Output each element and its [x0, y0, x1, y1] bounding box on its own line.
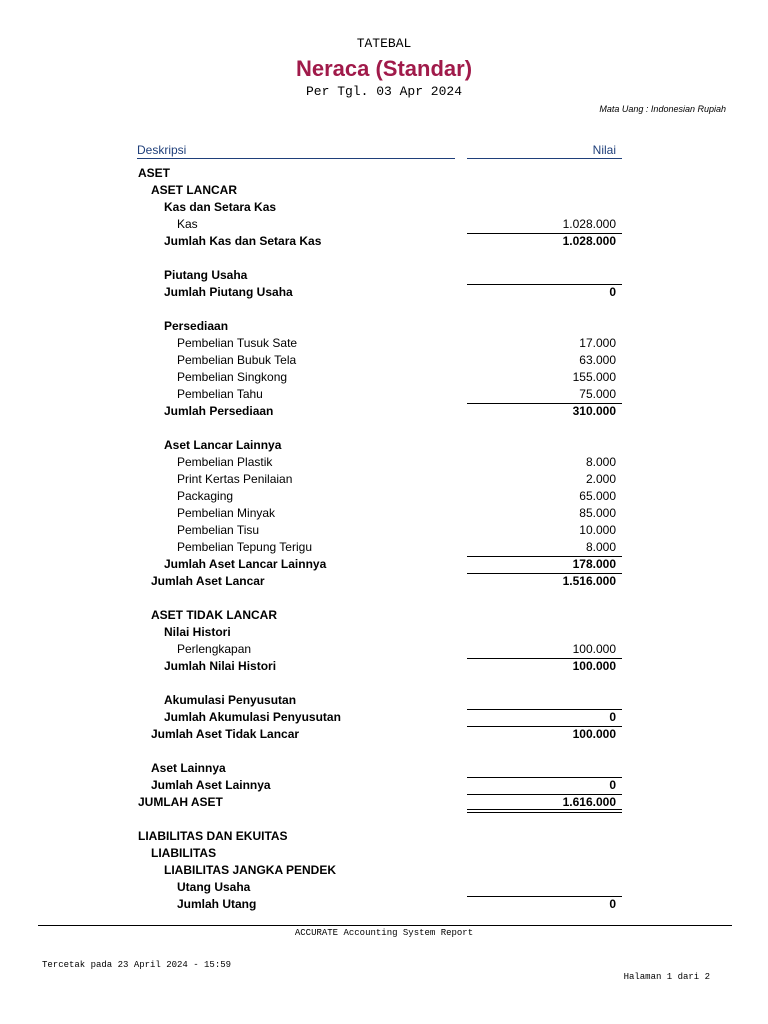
row-label: Pembelian Bubuk Tela — [177, 353, 297, 367]
report-row — [0, 386, 768, 403]
row-label: Jumlah Aset Lainnya — [151, 778, 271, 792]
row-value: 65.000 — [579, 489, 616, 503]
row-value: 10.000 — [579, 523, 616, 537]
row-value: 178.000 — [572, 557, 616, 571]
row-value: 1.516.000 — [562, 574, 616, 588]
row-value: 155.000 — [572, 370, 616, 384]
row-value: 17.000 — [579, 336, 616, 350]
column-header-value-label: Nilai — [592, 143, 616, 157]
report-spacer — [0, 743, 768, 760]
row-label: Pembelian Tahu — [177, 387, 263, 401]
report-row — [0, 352, 768, 369]
report-row — [0, 777, 768, 794]
report-row — [0, 182, 768, 199]
row-label: ASET — [138, 166, 171, 180]
column-header-value — [467, 143, 622, 159]
row-label: Jumlah Utang — [177, 897, 257, 911]
row-label: Jumlah Akumulasi Penyusutan — [164, 710, 341, 724]
report-row — [0, 794, 768, 811]
row-value: 1.028.000 — [562, 217, 616, 231]
row-label: Pembelian Singkong — [177, 370, 288, 384]
report-row — [0, 267, 768, 284]
row-label: Packaging — [177, 489, 234, 503]
report-row — [0, 896, 768, 913]
row-value: 8.000 — [585, 540, 616, 554]
row-value: 1.616.000 — [562, 795, 616, 809]
currency-label: Mata Uang : Indonesian Rupiah — [599, 104, 726, 114]
report-date: Per Tgl. 03 Apr 2024 — [305, 84, 463, 99]
row-value: 0 — [609, 778, 616, 792]
column-header-description: Deskripsi — [137, 143, 455, 159]
report-row — [0, 165, 768, 182]
row-label: Jumlah Persediaan — [164, 404, 274, 418]
row-label: ASET LANCAR — [151, 183, 237, 197]
report-row — [0, 709, 768, 726]
balance-sheet-rows — [0, 165, 768, 913]
report-row — [0, 369, 768, 386]
row-value: 100.000 — [572, 642, 616, 656]
row-label: JUMLAH ASET — [138, 795, 223, 809]
report-spacer — [0, 590, 768, 607]
row-value: 8.000 — [585, 455, 616, 469]
row-label: Print Kertas Penilaian — [177, 472, 293, 486]
row-label: Pembelian Plastik — [177, 455, 273, 469]
report-row — [0, 522, 768, 539]
row-label: Jumlah Aset Lancar Lainnya — [164, 557, 327, 571]
row-value: 0 — [609, 710, 616, 724]
row-value: 100.000 — [572, 727, 616, 741]
report-row — [0, 233, 768, 250]
report-row — [0, 488, 768, 505]
report-row — [0, 879, 768, 896]
footer-printed: Tercetak pada 23 April 2024 - 15:59 — [42, 960, 232, 970]
row-label: Jumlah Nilai Histori — [164, 659, 277, 673]
report-row — [0, 658, 768, 675]
row-value: 100.000 — [572, 659, 616, 673]
footer-system: ACCURATE Accounting System Report — [294, 928, 474, 938]
row-label: Utang Usaha — [177, 880, 251, 894]
report-row — [0, 692, 768, 709]
row-label: Akumulasi Penyusutan — [164, 693, 297, 707]
row-label: Perlengkapan — [177, 642, 252, 656]
row-label: Pembelian Minyak — [177, 506, 276, 520]
report-row — [0, 641, 768, 658]
report-row — [0, 726, 768, 743]
row-label: Kas dan Setara Kas — [164, 200, 277, 214]
row-label: LIABILITAS — [151, 846, 217, 860]
row-label: Piutang Usaha — [164, 268, 248, 282]
report-row — [0, 539, 768, 556]
row-value: 0 — [609, 897, 616, 911]
report-row — [0, 454, 768, 471]
report-title: Neraca (Standar) — [295, 56, 473, 81]
row-label: Kas — [177, 217, 198, 231]
report-row — [0, 318, 768, 335]
row-label: Jumlah Piutang Usaha — [164, 285, 293, 299]
row-value: 85.000 — [579, 506, 616, 520]
report-spacer — [0, 675, 768, 692]
report-row — [0, 862, 768, 879]
row-label: Jumlah Kas dan Setara Kas — [164, 234, 322, 248]
report-row — [0, 216, 768, 233]
row-label: Pembelian Tusuk Sate — [177, 336, 298, 350]
report-row — [0, 199, 768, 216]
row-value: 63.000 — [579, 353, 616, 367]
report-row — [0, 556, 768, 573]
report-spacer — [0, 250, 768, 267]
row-value: 0 — [609, 285, 616, 299]
footer-page: Halaman 1 dari 2 — [623, 972, 710, 982]
report-row — [0, 403, 768, 420]
report-row — [0, 471, 768, 488]
company-name: TATEBAL — [356, 36, 412, 51]
row-value: 1.028.000 — [562, 234, 616, 248]
footer-divider — [38, 925, 732, 926]
row-value: 2.000 — [585, 472, 616, 486]
report-row — [0, 335, 768, 352]
report-row — [0, 760, 768, 777]
row-label: Nilai Histori — [164, 625, 231, 639]
row-label: Pembelian Tisu — [177, 523, 260, 537]
row-label: Jumlah Aset Lancar — [151, 574, 265, 588]
report-row — [0, 573, 768, 590]
report-row — [0, 505, 768, 522]
report-row — [0, 624, 768, 641]
row-label: LIABILITAS JANGKA PENDEK — [164, 863, 337, 877]
report-row — [0, 828, 768, 845]
row-label: Pembelian Tepung Terigu — [177, 540, 312, 554]
row-value: 310.000 — [572, 404, 616, 418]
report-row — [0, 437, 768, 454]
report-row — [0, 607, 768, 624]
report-spacer — [0, 811, 768, 828]
report-spacer — [0, 420, 768, 437]
report-row — [0, 284, 768, 301]
row-label: Jumlah Aset Tidak Lancar — [151, 727, 300, 741]
row-label: Persediaan — [164, 319, 229, 333]
row-label: ASET TIDAK LANCAR — [151, 608, 277, 622]
report-spacer — [0, 301, 768, 318]
row-label: Aset Lancar Lainnya — [164, 438, 282, 452]
row-label: Aset Lainnya — [151, 761, 226, 775]
report-row — [0, 845, 768, 862]
row-value: 75.000 — [579, 387, 616, 401]
row-label: LIABILITAS DAN EKUITAS — [138, 829, 288, 843]
